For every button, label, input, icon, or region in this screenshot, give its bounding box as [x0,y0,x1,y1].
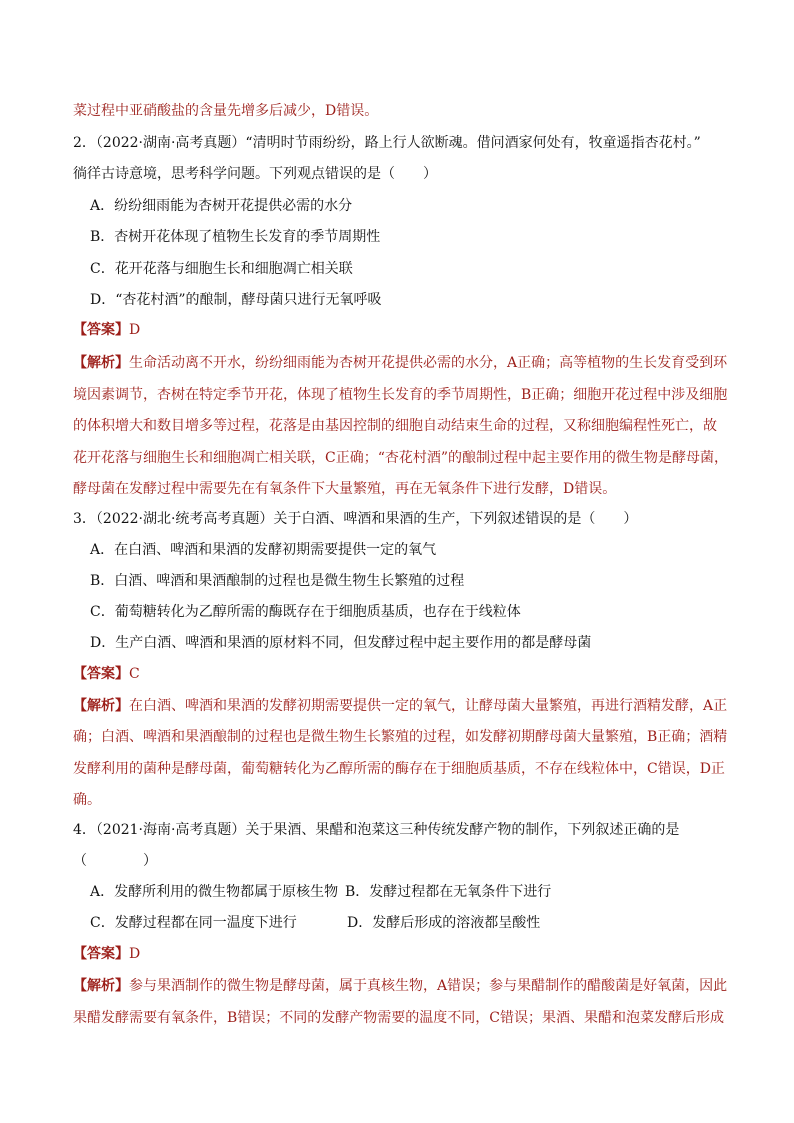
q2-analysis-line3: 的体积增大和数目增多等过程，花落是由基因控制的细胞自动结束生命的过程，又称细胞编程性死亡，故 [73,418,717,434]
q2-option-d: D．“杏花村酒”的酿制，酵母菌只进行无氧呼吸 [90,292,382,308]
q2-option-a: A．纷纷细雨能为杏树开花提供必需的水分 [90,198,353,214]
q2-answer-value: D [129,322,141,338]
q2-option-b: B．杏树开花体现了植物生长发育的季节周期性 [90,229,381,245]
q4-stem: 4．（2021·海南·高考真题）关于果酒、果醋和泡菜这三种传统发酵产物的制作，下列叙述正确的是 [73,822,680,838]
q4-option-d: D．发酵后形成的溶液都呈酸性 [347,915,541,931]
q3-analysis-line1: 【解析】在白酒、啤酒和果酒的发酵初期需要提供一定的氧气，让酵母菌大量繁殖，再进行酒精发酵，A正 [73,698,728,714]
q3-answer-value: C [129,666,140,682]
q4-blank: （ ） [73,853,157,869]
q3-option-a: A．在白酒、啤酒和果酒的发酵初期需要提供一定的氧气 [90,542,437,558]
q2-stem-line1: 2．（2022·湖南·高考真题）“清明时节雨纷纷，路上行人欲断魂。借问酒家何处有，牧童遥指杏花村。” [73,135,701,151]
q3-answer: 【答案】C [73,666,140,682]
q4-analysis-line1: 【解析】参与果酒制作的微生物是酵母菌，属于真核生物，A错误；参与果醋制作的醋酸菌是好氧菌，因此 [73,978,728,994]
q3-analysis-line3: 发酵利用的菌种是酵母菌，葡萄糖转化为乙醇所需的酶存在于细胞质基质，不存在线粒体中，C错误，D正 [73,761,725,777]
q2-analysis-line1: 【解析】生命活动离不开水，纷纷细雨能为杏树开花提供必需的水分，A正确；高等植物的生长发育受到环 [73,355,728,371]
q3-stem: 3．（2022·湖北·统考高考真题）关于白酒、啤酒和果酒的生产，下列叙述错误的是（ ） [73,511,638,527]
answer-tag: 【答案】 [73,322,129,338]
q2-analysis-line5: 酵母菌在发酵过程中需要先在有氧条件下大量繁殖，再在无氧条件下进行发酵，D错误。 [73,481,617,497]
q2-answer [73,320,140,340]
q4-option-a: A．发酵所利用的微生物都属于原核生物 [90,884,339,900]
q2-analysis-line4: 花开花落与细胞生长和细胞凋亡相关联，C正确；“杏花村酒”的酿制过程中起主要作用的微生物是酵母菌， [73,450,729,466]
q4-answer-value: D [129,946,141,962]
q2-stem-line2: 徜徉古诗意境，思考科学问题。下列观点错误的是（ ） [73,166,437,182]
prev-analysis-tail: 菜过程中亚硝酸盐的含量先增多后减少，D错误。 [73,103,379,119]
q3-analysis-line2: 确；白酒、啤酒和果酒酿制的过程也是微生物生长繁殖的过程，如发酵初期酵母菌大量繁殖，B正确；酒精 [73,729,728,745]
q3-option-d: D．生产白酒、啤酒和果酒的原材料不同，但发酵过程中起主要作用的都是酵母菌 [90,635,592,651]
q2-option-c: C．花开花落与细胞生长和细胞凋亡相关联 [90,261,353,277]
analysis-tag: 【解析】 [73,355,129,371]
q3-analysis-line4: 确。 [73,792,101,808]
q3-option-c: C．葡萄糖转化为乙醇所需的酶既存在于细胞质基质，也存在于线粒体 [90,604,521,620]
q3-option-b: B．白酒、啤酒和果酒酿制的过程也是微生物生长繁殖的过程 [90,573,465,589]
q4-option-c: C．发酵过程都在同一温度下进行 [90,915,297,931]
q4-option-b: B．发酵过程都在无氧条件下进行 [345,884,552,900]
q4-answer: 【答案】D [73,946,141,962]
q4-analysis-line2: 果醋发酵需要有氧条件，B错误；不同的发酵产物需要的温度不同，C错误；果酒、果醋和泡菜发酵后形成 [73,1010,724,1026]
q2-analysis-line2: 境因素调节，杏树在特定季节开花，体现了植物生长发育的季节周期性，B正确；细胞开花过程中涉及细胞 [73,387,728,403]
